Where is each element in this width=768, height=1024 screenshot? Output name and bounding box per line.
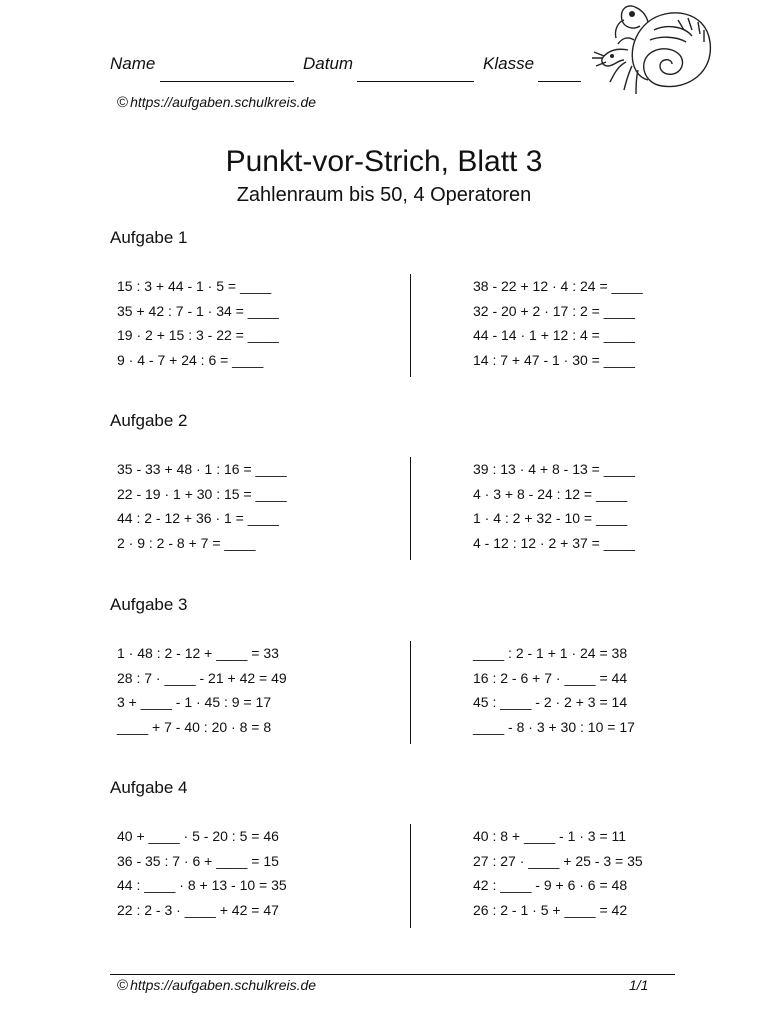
exercise-item: 26 : 2 - 1 · 5 + ____ = 42 <box>473 901 628 918</box>
name-field-line <box>160 81 294 82</box>
exercise-item: 45 : ____ - 2 · 2 + 3 = 14 <box>473 694 628 710</box>
header-copyright <box>117 94 316 111</box>
exercise-item: 4 - 12 : 12 · 2 + 37 = ____ <box>473 534 635 551</box>
exercise-item: ____ + 7 - 40 : 20 · 8 = 8 <box>117 718 272 735</box>
page-subtitle: Zahlenraum bis 50, 4 Operatoren <box>236 184 532 206</box>
footer-rule <box>110 974 675 975</box>
exercise-item: 22 - 19 · 1 + 30 : 15 = ____ <box>117 485 287 502</box>
exercise-item: 4 · 3 + 8 - 24 : 12 = ____ <box>473 485 628 502</box>
name-label: Name <box>110 54 156 73</box>
exercise-column-left <box>117 641 287 739</box>
exercise-item: ____ - 8 · 3 + 30 : 10 = 17 <box>473 718 635 735</box>
exercise-column-right <box>473 824 643 922</box>
footer-copyright-url: https://aufgaben.schulkreis.de <box>130 977 317 993</box>
section-label: Aufgabe 1 <box>110 228 188 247</box>
exercise-item: 19 · 2 + 15 : 3 - 22 = ____ <box>117 327 279 343</box>
exercise-item: 40 : 8 + ____ - 1 · 3 = 11 <box>473 828 627 844</box>
exercise-item: 42 : ____ - 9 + 6 · 6 = 48 <box>473 877 628 893</box>
date-field-line <box>357 81 474 82</box>
section-label: Aufgabe 4 <box>110 778 188 797</box>
section-label: Aufgabe 2 <box>110 411 188 430</box>
column-divider <box>410 641 411 744</box>
exercise-item: 35 - 33 + 48 · 1 : 16 = ____ <box>117 461 287 477</box>
date-label: Datum <box>303 54 354 73</box>
class-field-line <box>538 81 581 82</box>
column-divider <box>410 457 411 560</box>
exercise-item: 40 + ____ · 5 - 20 : 5 = 46 <box>117 828 279 844</box>
exercise-item: 44 : ____ · 8 + 13 - 10 = 35 <box>117 877 287 893</box>
column-divider <box>410 824 411 928</box>
exercise-column-right <box>473 641 635 739</box>
exercise-item: 39 : 13 · 4 + 8 - 13 = ____ <box>473 461 635 477</box>
column-divider <box>410 274 411 377</box>
exercise-column-right <box>473 457 635 555</box>
exercise-item: 14 : 7 + 47 - 1 · 30 = ____ <box>473 351 635 368</box>
exercise-item: 32 - 20 + 2 · 17 : 2 = ____ <box>473 302 635 319</box>
header-copyright-url: https://aufgaben.schulkreis.de <box>130 94 317 110</box>
exercise-item: 2 · 9 : 2 - 8 + 7 = ____ <box>117 534 256 551</box>
exercise-item: 22 : 2 - 3 · ____ + 42 = 47 <box>117 901 279 918</box>
exercise-item: 9 · 4 - 7 + 24 : 6 = ____ <box>117 351 264 368</box>
exercise-item: 44 : 2 - 12 + 36 · 1 = ____ <box>117 510 279 526</box>
section-label: Aufgabe 3 <box>110 595 188 614</box>
page-number: 1/1 <box>629 977 649 993</box>
exercise-column-left <box>117 274 279 372</box>
footer-copyright <box>117 977 316 994</box>
hermit-crab-illustration <box>588 0 718 100</box>
exercise-item: 16 : 2 - 6 + 7 · ____ = 44 <box>473 669 628 686</box>
copyright-icon: © <box>117 977 129 994</box>
exercise-item: 1 · 48 : 2 - 12 + ____ = 33 <box>117 645 279 661</box>
exercise-item: 44 - 14 · 1 + 12 : 4 = ____ <box>473 327 635 343</box>
exercise-item: 3 + ____ - 1 · 45 : 9 = 17 <box>117 694 272 710</box>
exercise-item: ____ : 2 - 1 + 1 · 24 = 38 <box>473 645 628 661</box>
exercise-item: 36 - 35 : 7 · 6 + ____ = 15 <box>117 852 279 869</box>
exercise-item: 38 - 22 + 12 · 4 : 24 = ____ <box>473 278 643 294</box>
exercise-item: 15 : 3 + 44 - 1 · 5 = ____ <box>117 278 272 294</box>
exercise-column-right <box>473 274 643 372</box>
exercise-item: 35 + 42 : 7 - 1 · 34 = ____ <box>117 302 279 319</box>
exercise-item: 1 · 4 : 2 + 32 - 10 = ____ <box>473 510 628 526</box>
page-title: Punkt-vor-Strich, Blatt 3 <box>225 145 543 178</box>
exercise-item: 28 : 7 · ____ - 21 + 42 = 49 <box>117 669 287 686</box>
copyright-icon: © <box>117 94 129 111</box>
exercise-column-left <box>117 824 287 922</box>
exercise-item: 27 : 27 · ____ + 25 - 3 = 35 <box>473 852 643 869</box>
exercise-column-left <box>117 457 287 555</box>
class-label: Klasse <box>483 54 535 73</box>
